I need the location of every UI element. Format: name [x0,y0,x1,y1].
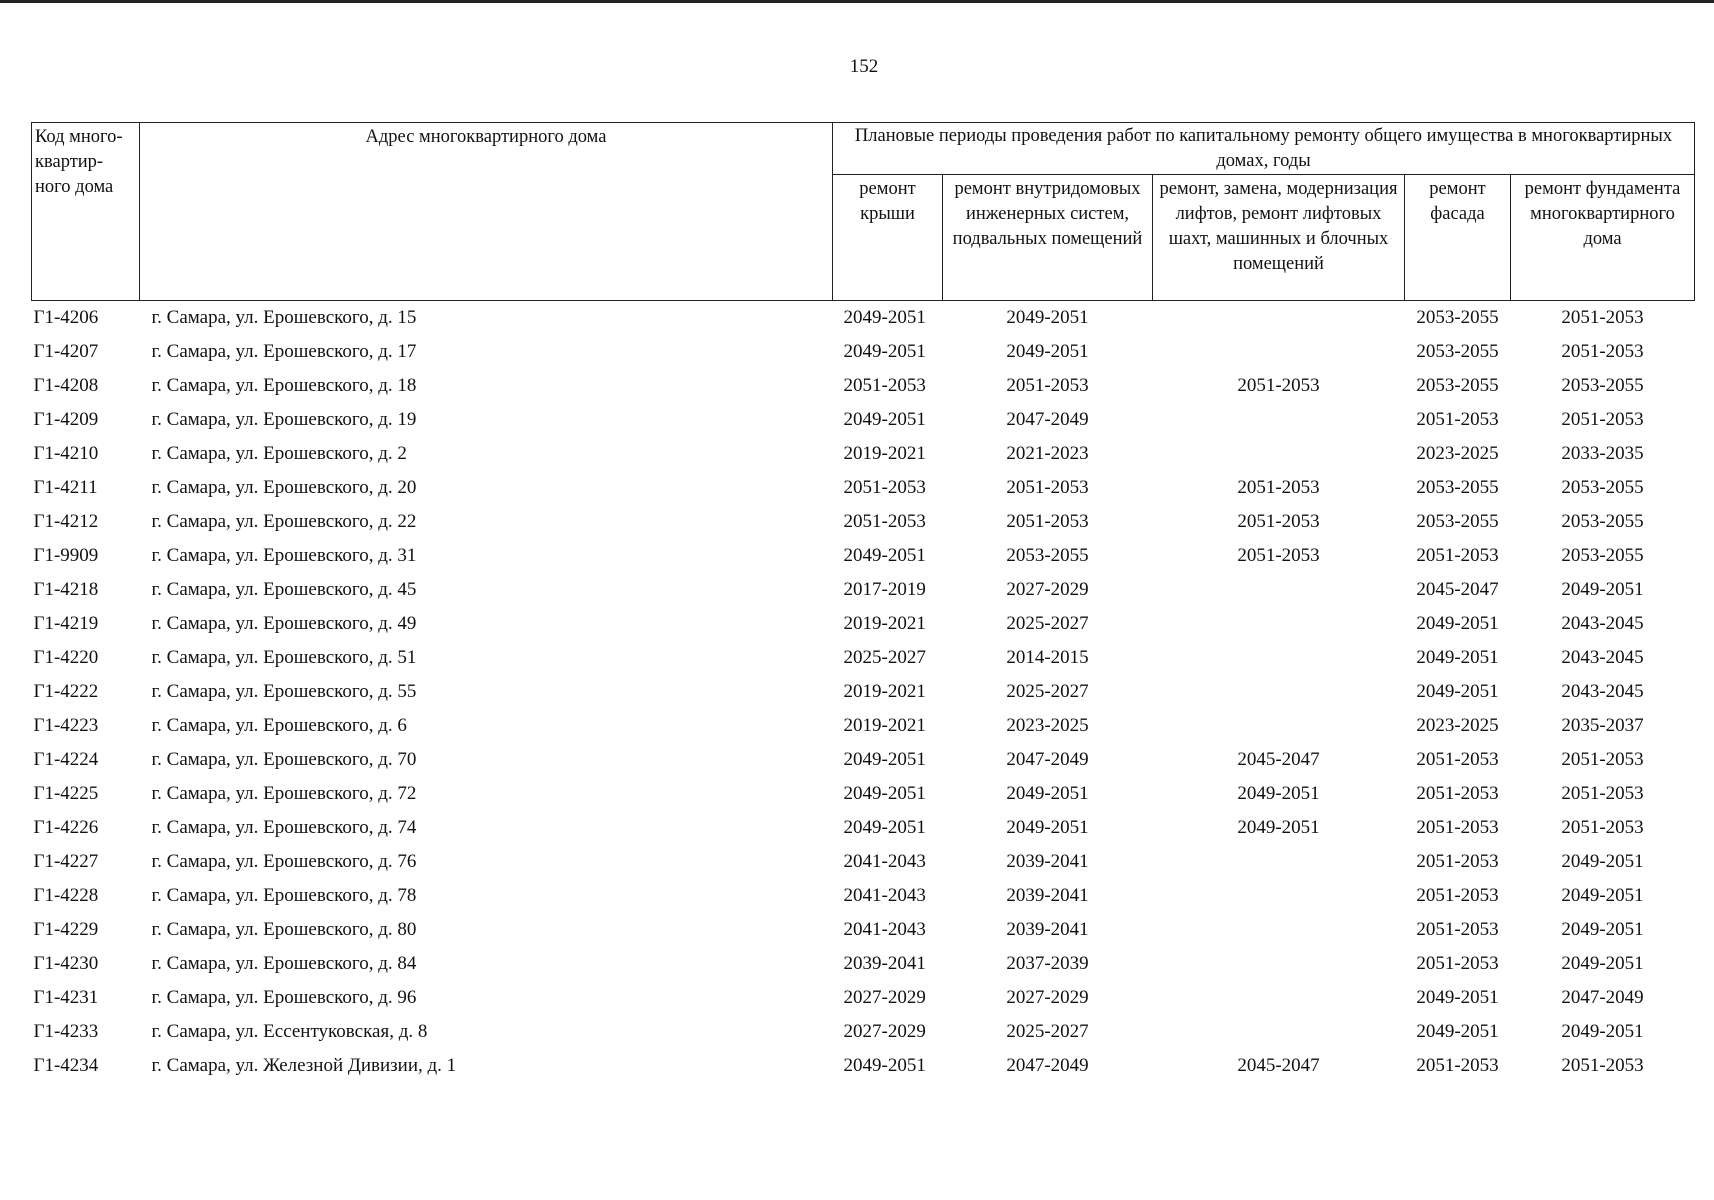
table-row [32,403,1695,437]
cell-engineering: 2047-2049 [1006,749,1089,770]
table-row [32,1049,1695,1083]
table-row [32,335,1695,369]
cell-address: г. Самара, ул. Ерошевского, д. 72 [151,783,417,804]
page-number: 152 [849,56,879,77]
table-row [32,777,1695,811]
cell-lifts: 2051-2053 [1237,511,1320,532]
cell-roof: 2027-2029 [843,987,926,1008]
cell-code: Г1-4230 [33,953,99,974]
cell-lifts: 2045-2047 [1237,1055,1320,1076]
cell-facade: 2049-2051 [1416,647,1499,668]
header-roof: ремонт крыши [833,175,943,301]
cell-foundation: 2047-2049 [1561,987,1644,1008]
cell-facade: 2051-2053 [1416,851,1499,872]
top-border-line [0,0,1714,3]
cell-roof: 2041-2043 [843,885,926,906]
cell-lifts [1153,675,1405,709]
cell-facade: 2049-2051 [1416,1021,1499,1042]
cell-roof: 2049-2051 [843,749,926,770]
cell-address: г. Самара, ул. Ерошевского, д. 51 [151,647,417,668]
cell-foundation: 2051-2053 [1561,409,1644,430]
cell-facade: 2049-2051 [1416,613,1499,634]
cell-facade: 2051-2053 [1416,749,1499,770]
table-row [32,845,1695,879]
cell-lifts: 2045-2047 [1237,749,1320,770]
cell-code: Г1-9909 [33,545,99,566]
cell-roof: 2019-2021 [843,681,926,702]
cell-lifts: 2049-2051 [1237,817,1320,838]
cell-code: Г1-4211 [33,477,98,498]
cell-address: г. Самара, ул. Ерошевского, д. 20 [151,477,417,498]
cell-roof: 2049-2051 [843,817,926,838]
cell-lifts [1153,709,1405,743]
cell-roof: 2027-2029 [843,1021,926,1042]
cell-foundation: 2049-2051 [1561,919,1644,940]
table-row [32,1015,1695,1049]
cell-lifts: 2051-2053 [1237,545,1320,566]
cell-lifts [1153,981,1405,1015]
cell-address: г. Самара, ул. Ерошевского, д. 45 [151,579,417,600]
cell-engineering: 2051-2053 [1006,511,1089,532]
cell-address: г. Самара, ул. Ерошевского, д. 22 [151,511,417,532]
cell-foundation: 2049-2051 [1561,851,1644,872]
cell-address: г. Самара, ул. Ерошевского, д. 19 [151,409,417,430]
cell-address: г. Самара, ул. Ерошевского, д. 55 [151,681,417,702]
cell-foundation: 2043-2045 [1561,681,1644,702]
cell-facade: 2023-2025 [1416,443,1499,464]
table-row [32,437,1695,471]
cell-roof: 2019-2021 [843,715,926,736]
header-code: Код много-квартир-ного дома [32,123,140,301]
table-row [32,675,1695,709]
cell-foundation: 2049-2051 [1561,885,1644,906]
table-row [32,947,1695,981]
cell-lifts: 2049-2051 [1237,783,1320,804]
cell-address: г. Самара, ул. Ерошевского, д. 15 [151,307,417,328]
cell-roof: 2019-2021 [843,443,926,464]
table-row [32,743,1695,777]
table-row [32,301,1695,336]
cell-code: Г1-4224 [33,749,99,770]
table-row [32,981,1695,1015]
cell-facade: 2051-2053 [1416,1055,1499,1076]
cell-engineering: 2021-2023 [1006,443,1089,464]
cell-lifts [1153,641,1405,675]
table-row [32,811,1695,845]
cell-address: г. Самара, ул. Ерошевского, д. 80 [151,919,417,940]
cell-roof: 2017-2019 [843,579,926,600]
cell-foundation: 2049-2051 [1561,953,1644,974]
cell-engineering: 2051-2053 [1006,375,1089,396]
cell-address: г. Самара, ул. Ерошевского, д. 70 [151,749,417,770]
cell-code: Г1-4227 [33,851,99,872]
cell-engineering: 2037-2039 [1006,953,1089,974]
table-row [32,573,1695,607]
cell-code: Г1-4210 [33,443,99,464]
cell-engineering: 2049-2051 [1006,817,1089,838]
cell-engineering: 2039-2041 [1006,851,1089,872]
cell-code: Г1-4233 [33,1021,99,1042]
cell-foundation: 2053-2055 [1561,545,1644,566]
cell-foundation: 2053-2055 [1561,511,1644,532]
cell-lifts [1153,607,1405,641]
cell-code: Г1-4220 [33,647,99,668]
cell-facade: 2051-2053 [1416,783,1499,804]
cell-foundation: 2035-2037 [1561,715,1644,736]
cell-facade: 2049-2051 [1416,987,1499,1008]
cell-engineering: 2025-2027 [1006,681,1089,702]
cell-roof: 2019-2021 [843,613,926,634]
cell-facade: 2023-2025 [1416,715,1499,736]
cell-foundation: 2051-2053 [1561,1055,1644,1076]
cell-lifts [1153,573,1405,607]
header-facade: ремонт фасада [1405,175,1511,301]
cell-code: Г1-4209 [33,409,99,430]
table-row [32,879,1695,913]
cell-foundation: 2049-2051 [1561,579,1644,600]
capital-repair-table [31,122,1695,1083]
cell-foundation: 2053-2055 [1561,477,1644,498]
cell-lifts [1153,335,1405,369]
cell-facade: 2053-2055 [1416,477,1499,498]
cell-lifts [1153,845,1405,879]
cell-foundation: 2051-2053 [1561,749,1644,770]
table-row [32,641,1695,675]
cell-lifts: 2051-2053 [1237,375,1320,396]
cell-address: г. Самара, ул. Ессентуковская, д. 8 [151,1021,428,1042]
table-row [32,471,1695,505]
cell-lifts [1153,437,1405,471]
cell-code: Г1-4206 [33,307,99,328]
cell-lifts [1153,913,1405,947]
cell-facade: 2051-2053 [1416,885,1499,906]
cell-code: Г1-4225 [33,783,99,804]
header-address: Адрес многоквартирного дома [140,123,833,301]
cell-lifts: 2051-2053 [1237,477,1320,498]
cell-roof: 2049-2051 [843,545,926,566]
cell-roof: 2049-2051 [843,1055,926,1076]
cell-facade: 2053-2055 [1416,375,1499,396]
cell-code: Г1-4218 [33,579,99,600]
table-row [32,913,1695,947]
cell-foundation: 2049-2051 [1561,1021,1644,1042]
cell-code: Г1-4231 [33,987,99,1008]
cell-engineering: 2049-2051 [1006,783,1089,804]
cell-facade: 2051-2053 [1416,409,1499,430]
cell-foundation: 2043-2045 [1561,613,1644,634]
table-row [32,539,1695,573]
table-row [32,505,1695,539]
cell-engineering: 2053-2055 [1006,545,1089,566]
cell-address: г. Самара, ул. Ерошевского, д. 18 [151,375,417,396]
cell-lifts [1153,947,1405,981]
cell-roof: 2049-2051 [843,341,926,362]
cell-roof: 2049-2051 [843,307,926,328]
header-periods-group: Плановые периоды проведения работ по капитальному ремонту общего имущества в многоквартирных домах, годы [833,123,1695,175]
table-row [32,709,1695,743]
cell-engineering: 2049-2051 [1006,307,1089,328]
cell-roof: 2051-2053 [843,375,926,396]
cell-facade: 2049-2051 [1416,681,1499,702]
cell-engineering: 2027-2029 [1006,987,1089,1008]
cell-engineering: 2049-2051 [1006,341,1089,362]
cell-address: г. Самара, ул. Ерошевского, д. 84 [151,953,417,974]
cell-facade: 2053-2055 [1416,341,1499,362]
table-body [32,301,1695,1084]
cell-lifts [1153,879,1405,913]
cell-roof: 2049-2051 [843,409,926,430]
cell-roof: 2051-2053 [843,477,926,498]
cell-foundation: 2051-2053 [1561,307,1644,328]
cell-foundation: 2043-2045 [1561,647,1644,668]
cell-code: Г1-4208 [33,375,99,396]
cell-code: Г1-4223 [33,715,99,736]
table-row [32,607,1695,641]
cell-address: г. Самара, ул. Ерошевского, д. 17 [151,341,417,362]
cell-code: Г1-4226 [33,817,99,838]
cell-foundation: 2051-2053 [1561,341,1644,362]
cell-facade: 2051-2053 [1416,545,1499,566]
cell-engineering: 2039-2041 [1006,885,1089,906]
cell-foundation: 2033-2035 [1561,443,1644,464]
cell-facade: 2051-2053 [1416,817,1499,838]
cell-code: Г1-4228 [33,885,99,906]
cell-foundation: 2053-2055 [1561,375,1644,396]
cell-code: Г1-4229 [33,919,99,940]
cell-engineering: 2047-2049 [1006,409,1089,430]
cell-code: Г1-4219 [33,613,99,634]
cell-address: г. Самара, ул. Железной Дивизии, д. 1 [151,1055,457,1076]
cell-roof: 2051-2053 [843,511,926,532]
cell-facade: 2051-2053 [1416,919,1499,940]
cell-address: г. Самара, ул. Ерошевского, д. 76 [151,851,417,872]
cell-code: Г1-4212 [33,511,99,532]
cell-engineering: 2051-2053 [1006,477,1089,498]
cell-lifts [1153,1015,1405,1049]
cell-address: г. Самара, ул. Ерошевского, д. 6 [151,715,407,736]
cell-foundation: 2051-2053 [1561,817,1644,838]
cell-facade: 2045-2047 [1416,579,1499,600]
cell-facade: 2053-2055 [1416,307,1499,328]
cell-lifts [1153,403,1405,437]
cell-engineering: 2047-2049 [1006,1055,1089,1076]
cell-code: Г1-4207 [33,341,99,362]
cell-engineering: 2039-2041 [1006,919,1089,940]
cell-address: г. Самара, ул. Ерошевского, д. 2 [151,443,407,464]
cell-address: г. Самара, ул. Ерошевского, д. 74 [151,817,417,838]
cell-code: Г1-4222 [33,681,99,702]
cell-address: г. Самара, ул. Ерошевского, д. 96 [151,987,417,1008]
table-header [32,123,1695,301]
cell-address: г. Самара, ул. Ерошевского, д. 49 [151,613,417,634]
cell-roof: 2041-2043 [843,919,926,940]
cell-engineering: 2027-2029 [1006,579,1089,600]
cell-engineering: 2025-2027 [1006,1021,1089,1042]
cell-engineering: 2025-2027 [1006,613,1089,634]
header-foundation: ремонт фундамента многоквартирного дома [1511,175,1695,301]
cell-lifts [1153,301,1405,336]
cell-address: г. Самара, ул. Ерошевского, д. 78 [151,885,417,906]
cell-facade: 2051-2053 [1416,953,1499,974]
cell-facade: 2053-2055 [1416,511,1499,532]
cell-roof: 2049-2051 [843,783,926,804]
cell-code: Г1-4234 [33,1055,99,1076]
header-lifts: ремонт, замена, модернизация лифтов, ремонт лифтовых шахт, машинных и блочных помещений [1153,175,1405,301]
header-engineering: ремонт внутридомовых инженерных систем, подвальных помещений [943,175,1153,301]
cell-address: г. Самара, ул. Ерошевского, д. 31 [151,545,417,566]
table-row [32,369,1695,403]
cell-roof: 2039-2041 [843,953,926,974]
cell-roof: 2025-2027 [843,647,926,668]
cell-engineering: 2014-2015 [1006,647,1089,668]
cell-foundation: 2051-2053 [1561,783,1644,804]
cell-roof: 2041-2043 [843,851,926,872]
cell-engineering: 2023-2025 [1006,715,1089,736]
